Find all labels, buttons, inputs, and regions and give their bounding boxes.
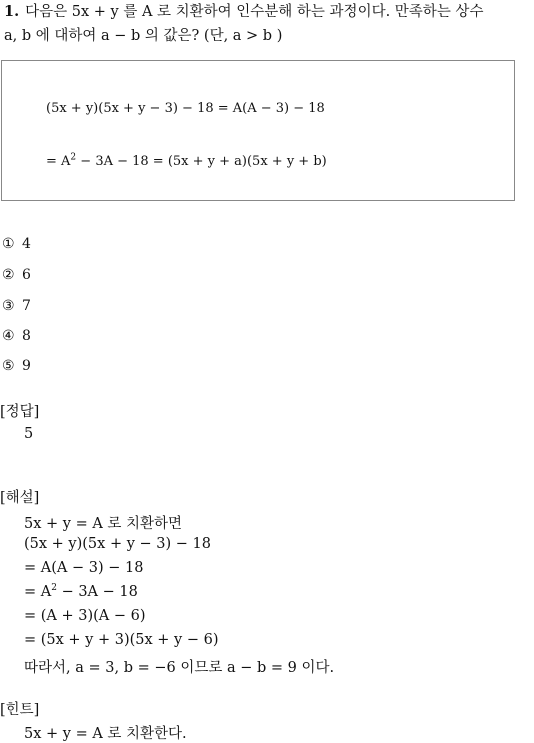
- question-text-1: 다음은 5x + y 를 A 로 치환하여 인수분해 하는 과정이다. 만족하는 상수: [25, 4, 484, 20]
- explanation-line-4-post: − 3A − 18: [56, 584, 138, 600]
- choice-4-mark: ④: [2, 328, 15, 344]
- box-line-2-post: − 3A − 18 = (5x + y + a)(5x + y + b): [76, 154, 327, 169]
- explanation-line-1: 5x + y = A 로 치환하면: [24, 516, 183, 532]
- box-line-2-sup: 2: [70, 152, 77, 163]
- choice-1-mark: ①: [2, 236, 15, 252]
- answer-label: [정답]: [0, 404, 40, 420]
- answer-value: 5: [24, 426, 34, 442]
- choice-5-mark: ⑤: [2, 358, 15, 374]
- explanation-line-5: = (A + 3)(A − 6): [24, 608, 146, 624]
- question-text-2: a, b 에 대하여 a − b 의 값은? (단, a > b ): [4, 28, 283, 44]
- choice-5-value: 9: [22, 358, 31, 374]
- choice-2-value: 6: [22, 267, 31, 283]
- explanation-label: [해설]: [0, 490, 40, 506]
- choice-1-value: 4: [22, 236, 31, 252]
- choice-3[interactable]: [2, 298, 31, 314]
- hint-label: [힌트]: [0, 702, 40, 718]
- box-line-2-pre: = A: [46, 154, 71, 169]
- choice-2-mark: ②: [2, 267, 15, 283]
- choice-4[interactable]: [2, 328, 31, 344]
- explanation-line-4: [24, 584, 138, 600]
- choice-1[interactable]: [2, 236, 31, 252]
- choice-2[interactable]: [2, 267, 31, 283]
- explanation-line-4-pre: = A: [24, 584, 52, 600]
- explanation-line-6: = (5x + y + 3)(5x + y − 6): [24, 632, 219, 648]
- box-line-1: (5x + y)(5x + y − 3) − 18 = A(A − 3) − 18: [46, 101, 325, 116]
- question-number: 1.: [4, 3, 20, 20]
- choice-3-value: 7: [22, 298, 31, 314]
- choice-3-mark: ③: [2, 298, 15, 314]
- explanation-line-7: 따라서, a = 3, b = −6 이므로 a − b = 9 이다.: [24, 660, 335, 676]
- explanation-line-4-sup: 2: [51, 583, 57, 594]
- explanation-line-3: = A(A − 3) − 18: [24, 560, 144, 576]
- choice-4-value: 8: [22, 328, 31, 344]
- given-box: [1, 60, 515, 201]
- box-line-2: [46, 154, 327, 169]
- hint-line-1: 5x + y = A 로 치환한다.: [24, 726, 187, 742]
- question-line-1: [4, 0, 483, 21]
- explanation-line-2: (5x + y)(5x + y − 3) − 18: [24, 536, 211, 552]
- choice-5[interactable]: [2, 358, 31, 374]
